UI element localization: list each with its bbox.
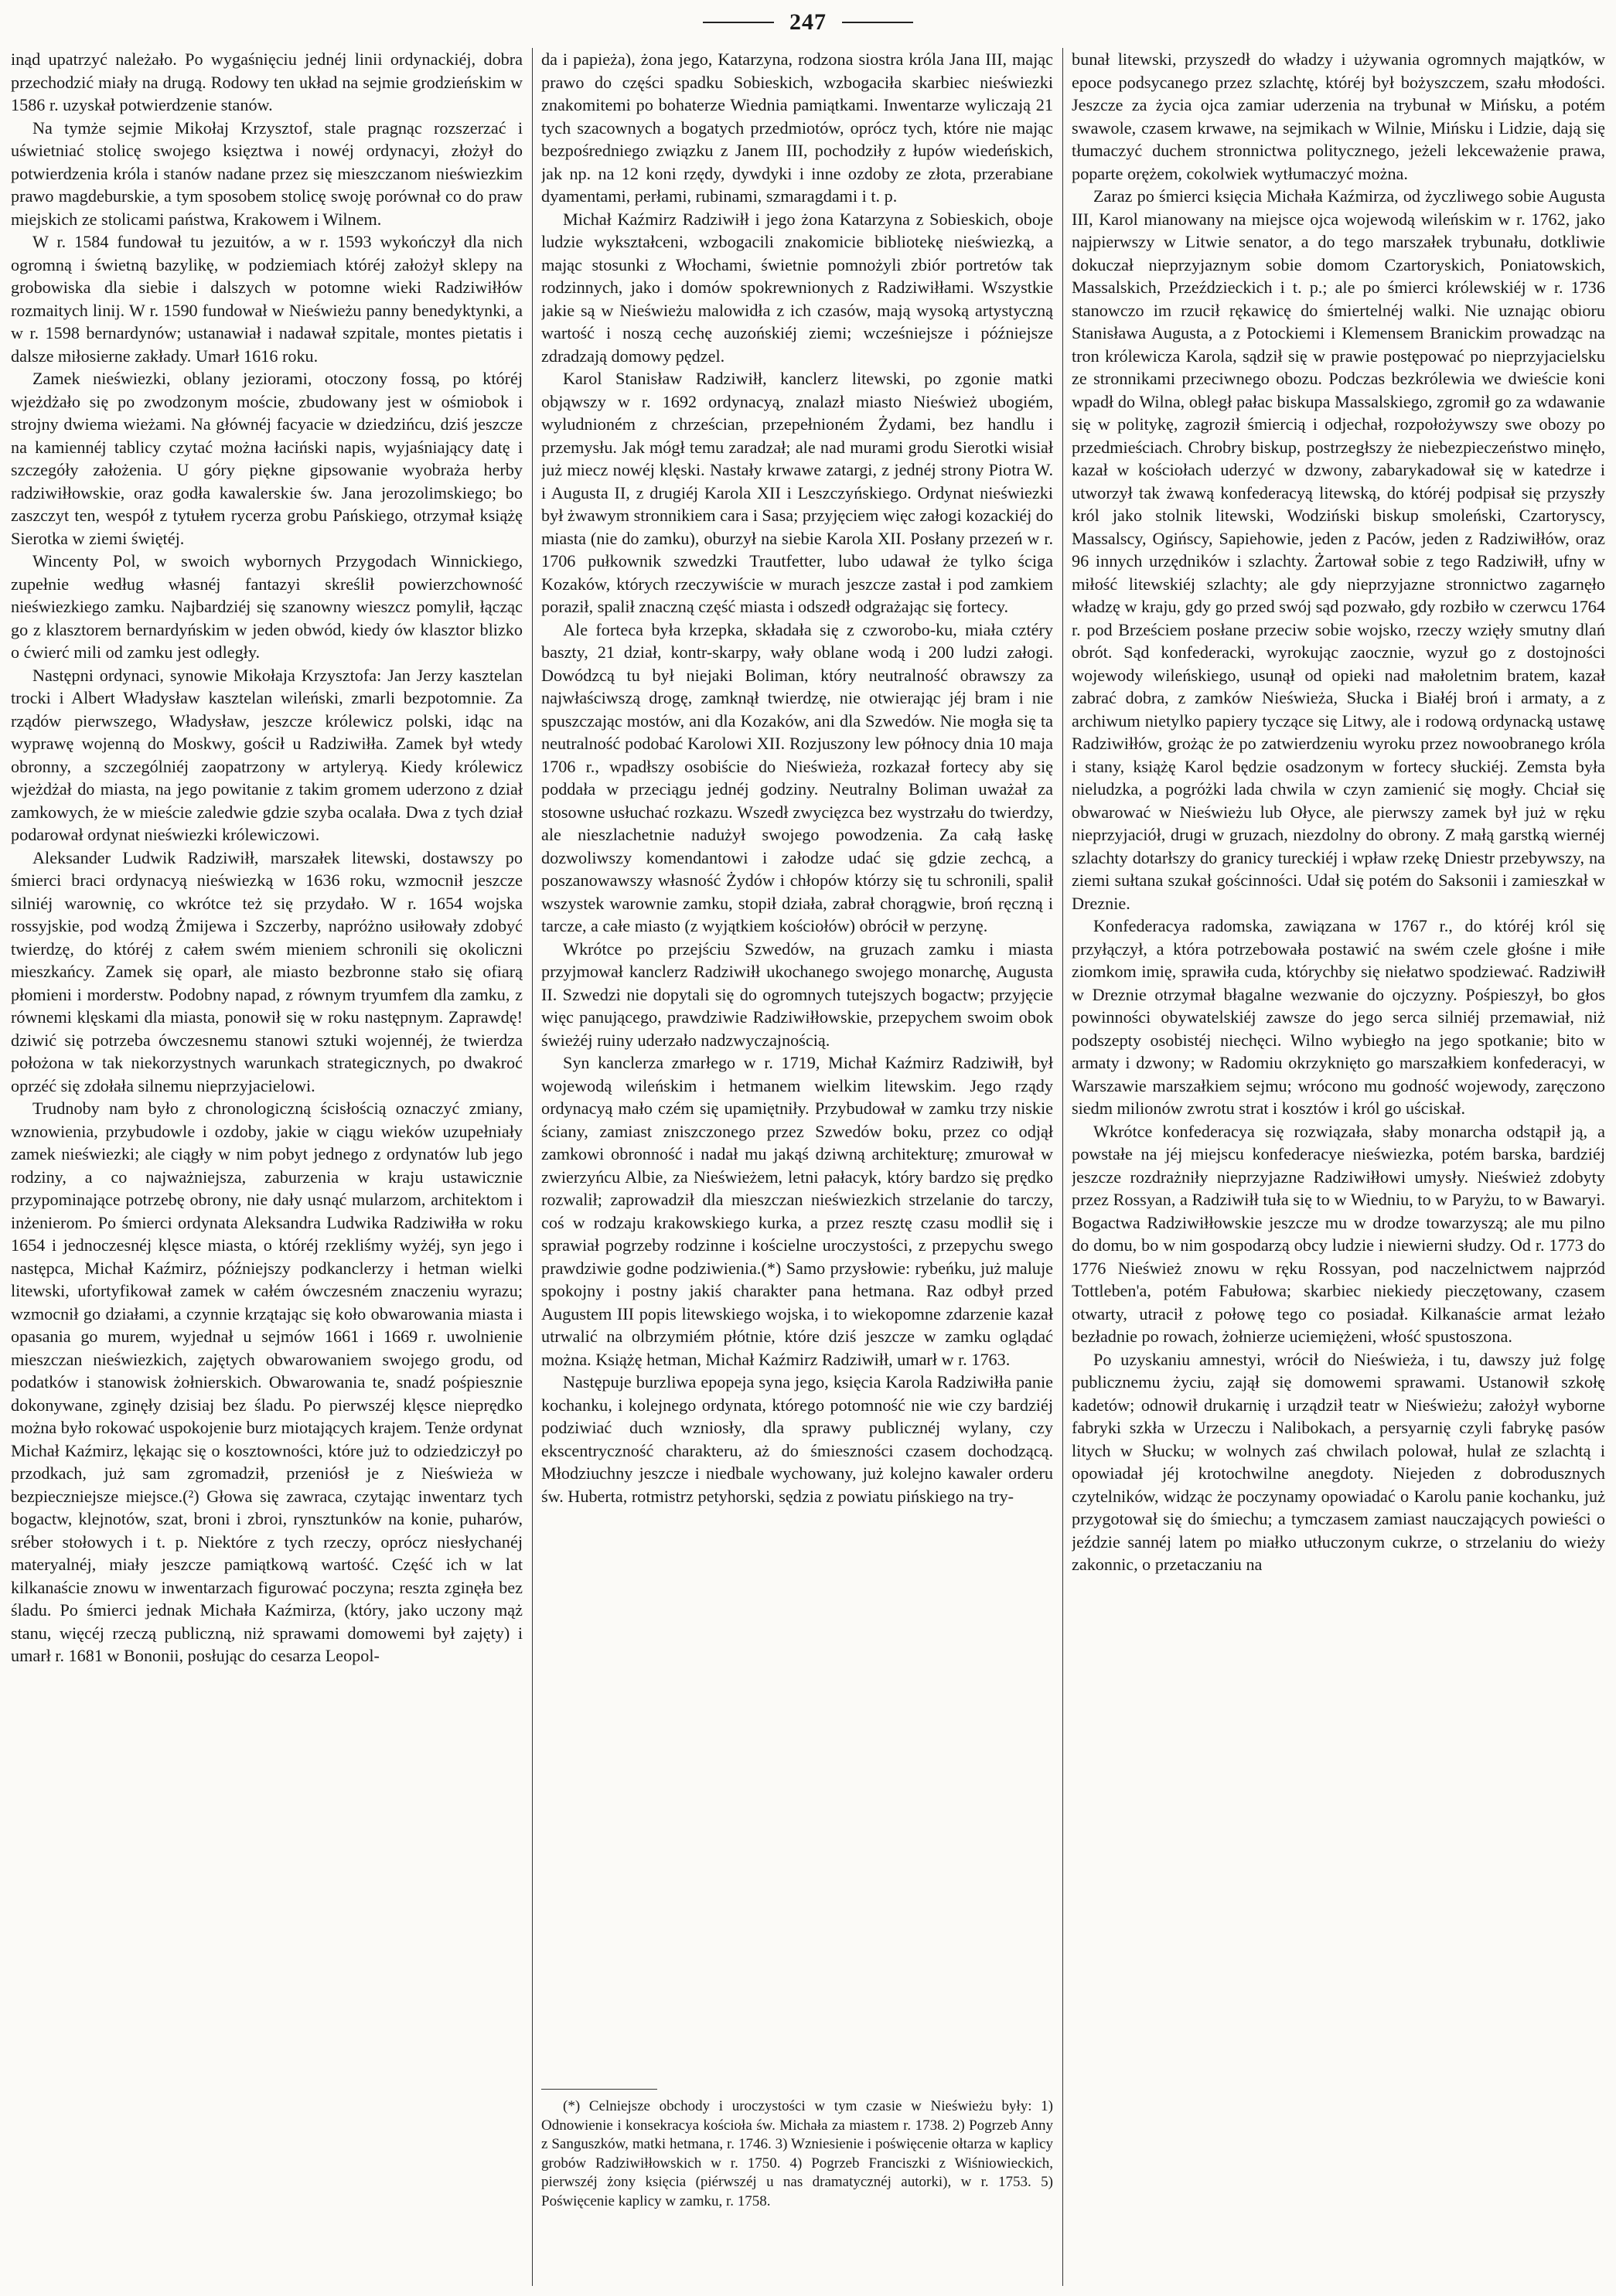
paragraph: Wincenty Pol, w swoich wybornych Przygodach Winnickiego, zupełnie według własnéj fantazyi skreślił powierzchowność nieświezkiego zamku. Najbardziéj się szanowny wieszcz pomylił, łącząc go z klasztorem bernardyńskim w jeden obwód, kiedy ów klasztor blizko o ćwierć mili od zamku jest odległy. bbox=[11, 551, 523, 662]
column-divider-1 bbox=[532, 48, 533, 2286]
page-number: 247 bbox=[789, 9, 827, 35]
paragraph: Na tymże sejmie Mikołaj Krzysztof, stale pragnąc rozszerzać i uświetniać stolicę swojego księztwa i nowéj ordynacyi, złożył do potwierdzenia króla i stanów nadane przez się mieszczanom nieświezkim prawo magdeburskie, a tym sposobem stolicę swoję porównał co do praw miejskich ze stolicami państwa, Krakowem i Wilnem. bbox=[11, 118, 523, 229]
paragraph: Wkrótce konfederacya się rozwiązała, słaby monarcha odstąpił ją, a powstałe na jéj miejscu konfederacye nieświezka, potém barska, bardziéj jeszcze rozdrażniły nieprzyjazne Radziwiłłowi umysły. Nieśwież zdobyty przez Rossyan, a Radziwiłł tuła się to w Wiedniu, to w Paryżu, to w Bawaryi. Bogactwa Radziwiłłowskie jeszcze mu w drodze towarzyszą; ale mu pilno do domu, bo w nim gospodarzą obcy ludzie i niewierni słudzy. Od r. 1773 do 1776 Nieśwież znowu w ręku Rossyan, pod naczelnictwem najprzód Tottleben'a, potém Fabułowa; skarbiec niekiedy pieczętowany, czasem otwarty, utracił z połowę tego co posiadał. Kilkanaście armat leżało bezładnie po rowach, żołnierze uciemiężeni, włość spustoszona. bbox=[1072, 1121, 1605, 1346]
footnote-rule bbox=[541, 2089, 657, 2090]
text-column-2 bbox=[541, 48, 1053, 2288]
paragraph: Następuje burzliwa epopeja syna jego, księcia Karola Radziwiłła panie kochanku, i kolejnego ordynata, którego potomność nie wie czy bardziéj podziwiać duch wzniosły, dla sprawy publicznéj wylany, czy ekscentryczność charakteru, aż do śmieszności czasem dochodzącą. Młodziuchny jeszcze i niedbale wychowany, już kolejno kawaler orderu św. Huberta, rotmistrz petyhorski, sędzia z powiatu pińskiego na try- bbox=[541, 1372, 1053, 1506]
paragraph: W r. 1584 fundował tu jezuitów, a w r. 1593 wykończył dla nich ogromną i świetną bazylikę, w podziemiach któréj założył sklepy na grobowiska dla siebie i dalszych w potomne wieki Radziwiłłów rozmaitych linij. W r. 1590 fundował w Nieświeżu panny benedyktynki, a w r. 1598 bernardynów; ustanawiał i nadawał szpitale, montes pietatis i dalsze miłosierne zakłady. Umarł 1616 roku. bbox=[11, 232, 523, 366]
footnotes bbox=[541, 2089, 1053, 2212]
paragraph: Konfederacya radomska, zawiązana w 1767 r., do któréj król się przyłączył, a która potrzebowała postawić na swém czele głośne i miłe ziomkom imię, sprawiła cuda, którychby się niełatwo spodziewać. Radziwiłł w Dreznie otrzymał błagalne wezwanie do ojczyzny. Pośpieszył, bo głos powinności obywatelskiéj zawsze do jego serca silniéj przemawiał, niż podszepty osobistéj niechęci. Wilno wybiegło na jego spotkanie; bito w armaty i dzwony; w Radomiu okrzyknięto go marszałkiem konfederacyi, w Warszawie marszałkiem sejmu; wrócono mu godność wojewody, zaręczono siedm milionów zwrotu strat i kosztów i król go uściskał. bbox=[1072, 916, 1605, 1118]
header-rule-right bbox=[842, 22, 913, 23]
paragraph: bunał litewski, przyszedł do władzy i używania ogromnych majątków, w epoce podsycanego przez szlachtę, któréj był bożyszczem, szału młodości. Jeszcze za życia ojca zamiar uderzenia na trybunał w Mińsku, a potém swawole, czasem krwawe, na sejmikach w Wilnie, Mińsku i Lidzie, dają się tłumaczyć duchem stronnictwa politycznego, jeżeli lekceważenie prawa, poparte orężem, cokolwiek wytłumaczyć można. bbox=[1072, 49, 1605, 183]
paragraph: Aleksander Ludwik Radziwiłł, marszałek litewski, dostawszy po śmierci braci ordynacyą nieświezką w 1636 roku, wzmocnił jeszcze silniéj warownię, co wkrótce też się przydało. W r. 1654 wojska rossyjskie, pod wodzą Żmijewa i Szczerby, napróżno usiłowały zdobyć twierdzę, do któréj z całem swém mieniem schronili się okoliczni mieszkańcy. Zamek się oparł, ale miasto bezbronne stało się ofiarą płomieni i morderstw. Podobny napad, z równym tryumfem dla zamku, z równemi klęskami dla miasta, ponowił się w roku następnym. Zaprawdę! dziwić się potrzeba ówczesnemu stanowi sztuki wojennéj, że twierdza położona w tak niekorzystnych warunkach strategicznych, po dwakroć oprzéć się zdołała silnemu nieprzyjacielowi. bbox=[11, 847, 523, 1095]
column-divider-2 bbox=[1062, 48, 1063, 2286]
paragraph: Michał Kaźmirz Radziwiłł i jego żona Katarzyna z Sobieskich, oboje ludzie wykształceni, wzbogacili znakomicie bibliotekę nieświezką, a mając stosunki z Włochami, świetnie pomnożyli zbiór portretów tak rodzinnych, jako i domów spokrewnionych z Radziwiłłami. Wszystkie jakie są w Nieświeżu malowidła z ich czasów, mają wysoką artystyczną wartość i noszą cechę auzońskiéj ziemi; wcześniejsze i późniejsze zdradzają domowy pędzel. bbox=[541, 209, 1053, 366]
paragraph: da i papieża), żona jego, Katarzyna, rodzona siostra króla Jana III, mając prawo do części spadku Sobieskich, wzbogaciła skarbiec nieświezki znakomitemi po bohaterze Wiednia pamiątkami. Inwentarze wyliczają 21 tych szacownych a bogatych przedmiotów, oprócz tych, które nie mając bezpośredniego związku z Janem III, pochodziły z łupów wiedeńskich, jak np. na 12 koni rzędy, dywdyki i inne ozdoby ze złota, przerabiane dyamentami, perłami, rubinami, szmaragdami i t. p. bbox=[541, 49, 1053, 206]
paragraph: Następni ordynaci, synowie Mikołaja Krzysztofa: Jan Jerzy kasztelan trocki i Albert Władysław kasztelan wileński, zmarli bezpotomnie. Za rządów pierwszego, Władysław, jeszcze królewicz polski, idąc na wyprawę wojenną do Moskwy, gościł u Radziwiłła. Zamek był wtedy obronny, a szczególniéj zaopatrzony w artyleryą. Kiedy królewicz wjeżdżał do miasta, na jego powitanie z takim gromem uderzono z dział zamkowych, że w mieście zaledwie gdzie szyba ocalała. Dwa z tych dział podarował ordynat nieświezki królewiczowi. bbox=[11, 665, 523, 844]
header-rule-left bbox=[703, 22, 774, 23]
paragraph: Karol Stanisław Radziwiłł, kanclerz litewski, po zgonie matki objąwszy w r. 1692 ordynacyą, znalazł miasto Nieśwież ubogiém, wyludnioném z chrześcian, przepełnioném Żydami, bez handlu i przemysłu. Jak mógł temu zaradzał; ale nad murami grodu Sierotki wisiał już miecz nowéj klęski. Nastały krwawe zatargi, z jednéj strony Piotra W. i Augusta II, z drugiéj Karola XII i Leszczyńskiego. Ordynat nieświezki był żwawym stronnikiem cara i Sasa; przyjęciem więc załogi kozackiéj do miasta (nie do zamku), oburzył na siebie Karola XII. Posłany przezeń w r. 1706 pułkownik szwedzki Trautfetter, lubo udawał że tylko ściga Kozaków, których rzeczywiście w murach jeszcze zastał i pod zamkiem poraził, spalił znaczną część miasta i odszedł odgrażając się fortecy. bbox=[541, 369, 1053, 616]
text-column-1 bbox=[11, 48, 523, 2288]
paragraph: Po uzyskaniu amnestyi, wrócił do Nieświeża, i tu, dawszy już folgę publicznemu życiu, zajął się domowemi sprawami. Ustanowił szkołę kadetów; odnowił drukarnię i urządził teatr w Nieświeżu; założył wyborne fabryki szkła w Urzeczu i Nalibokach, a persyarnię czyli fabrykę pasów litych w Słucku; w wolnych zaś chwilach polował, hulał ze szlachtą i opowiadał jéj krotochwilne anegdoty. Niejeden z dobrodusznych czytelników, widząc że poczynamy opowiadać o Karolu panie kochanku, już przygotował się do śmiechu; a tymczasem zamiast nauczających powieści o jeździe sannéj latem po miałko utłuczonym cukrze, o strzelaniu do wieży zakonnic, o przetaczaniu na bbox=[1072, 1349, 1605, 1574]
paragraph: Wkrótce po przejściu Szwedów, na gruzach zamku i miasta przyjmował kanclerz Radziwiłł ukochanego swojego monarchę, Augusta II. Szwedzi nie dopytali się do ogromnych tutejszych bogactw; przyjęcie więc panującego, prawdziwie Radziwiłłowskie, przepychem swoim obok świeżéj ruiny uderzało nadzwyczajnością. bbox=[541, 938, 1053, 1050]
paragraph: Trudnoby nam było z chronologiczną ścisłością oznaczyć zmiany, wznowienia, przybudowle i ozdoby, jakie w ciągu wieków uzupełniały zamek nieświezki; ale ciągły w nim pobyt jednego z ordynatów lub jego rodziny, a co najważniejsza, zaburzenia w kraju ustawicznie przypominające potrzebę obrony, nie dały usnąć mularzom, architektom i inżenierom. Po śmierci ordynata Aleksandra Ludwika Radziwiłła w roku 1654 i jednoczesnéj klęsce miasta, o któréj rzekliśmy wyżéj, syn jego i następca, Michał Kaźmirz, późniejszy podkanclerzy i hetman wielki litewski, ufortyfikował zamek w całém ówczesném znaczeniu wyrazu; wzmocnił go działami, a czynnie krzątając się koło obwarowania miasta i opasania go murem, wyjednał u sejmów 1661 i 1669 r. uwolnienie mieszczan nieświezkich, zajętych obwarowaniem swojego grodu, od podatków i stanowisk żołnierskich. Obwarowania te, snadź pośpiesznie dokonywane, zginęły dzisiaj bez śladu. Po pierwszéj klęsce nieprędko można było rokować uspokojenie burz miotających krajem. Tenże ordynat Michał Kaźmirz, lękając się o kosztowności, które już to odziedziczył po przodkach, już sam zgromadził, przeniósł je z Nieświeża w bezpieczniejsze miejsce.(²) Głowa się zawraca, czytając inwentarz tych bogactw, klejnotów, szat, broni i zbroi, rynsztunków na konie, puharów, sréber stołowych i t. p. Niektóre z tych rzeczy, oprócz niesłychanéj materyalnéj, miały jeszcze pamiątkową wartość. Część ich w lat kilkanaście znowu w inwentarzach figurować poczyna; reszta zginęła bez śladu. Po śmierci jednak Michała Kaźmirza, (który, jako uczony mąż stanu, więcéj rzeczą publiczną, niż sprawami domowemi był zajęty) i umarł r. 1681 w Bononii, posłując do cesarza Leopol- bbox=[11, 1099, 523, 1665]
footnote: (*) Celniejsze obchody i uroczystości w tym czasie w Nieświeżu były: 1) Odnowienie i konsekracya kościoła św. Michała za miastem r. 1738. 2) Pogrzeb Anny z Sanguszków, matki hetmana, r. 1746. 3) Wzniesienie i poświęcenie ołtarza w kaplicy grobów Radziwiłłowskich w r. 1750. 4) Pogrzeb Franciszki z Wiśniowieckich, pierwszéj żony księcia (piérwszéj u nas dramatycznéj autorki), w r. 1753. 5) Poświęcenie kaplicy w zamku, r. 1758. bbox=[541, 2098, 1053, 2209]
paragraph: Zamek nieświezki, oblany jeziorami, otoczony fossą, po któréj wjeżdżało się po zwodzonym moście, zbudowany jest w ośmiobok i strojny dwiema wieżami. Na głównéj facyacie w dziedzińcu, dziś jeszcze na kamiennéj tablicy czytać można łaciński napis, wyjaśniający datę i szczegóły założenia. U góry piękne gipsowanie wyobraża herby radziwiłłowskie, oraz godła kawalerskie św. Jana jerozolimskiego; bo zaszczyt ten, wespół z tytułem rycerza grobu Pańskiego, otrzymał książę Sierotka w ziemi świętéj. bbox=[11, 369, 523, 548]
paragraph: Syn kanclerza zmarłego w r. 1719, Michał Kaźmirz Radziwiłł, był wojewodą wileńskim i hetmanem wielkim litewskim. Jego rządy ordynacyą mało czém się upamiętniły. Przybudował w zamku trzy niskie ściany, zamiast zniszczonego przez Szwedów boku, przez co odjął zamkowi obronność i nadał mu jakąś dziwną architekturę; zmurował w zwierzyńcu Albie, za Nieświeżem, letni pałacyk, który bardzo się prędko rozwalił; zaprowadził dla mieszczan nieświezkich strzelanie do tarczy, coś w rodzaju krakowskiego kurka, a przez resztę czasu modlił się i sprawiał pogrzeby rodzinne i kościelne uroczystości, z przepychu swego prawdziwie godne podziwienia.(*) Samo przysłowie: rybeńku, już maluje spokojny i postny jakiś charakter pana hetmana. Raz odbył przed Augustem III popis litewskiego wojska, i to wiekopomne zdarzenie kazał utrwalić na olbrzymiém płótnie, które dziś jeszcze w zamku oglądać można. Książę hetman, Michał Kaźmirz Radziwiłł, umarł w r. 1763. bbox=[541, 1053, 1053, 1369]
page-header bbox=[0, 6, 1616, 39]
text-column-3 bbox=[1072, 48, 1605, 2288]
paragraph: Ale forteca była krzepka, składała się z czworobo-ku, miała cztéry baszty, 21 dział, kontr-skarpy, wały oblane wodą i 200 ludzi załogi. Dowódzcą tu był niejaki Boliman, który neutralność obrawszy za najwłaściwszą drogę, zamknął twierdzę, nie otwierając jéj bram i nie spuszczając mostów, ani dla Kozaków, ani dla Szwedów. Nie mogła się ta neutralność podobać Karolowi XII. Rozjuszony lew północy dnia 10 maja 1706 r., wpadłszy osobiście do Nieświeża, rozkazał fortecy aby się poddała w przeciągu jednéj godziny. Neutralny Boliman uważał za stosowne usłuchać rozkazu. Wszedł zwycięzca bez wystrzału do twierdzy, ale nieszlachetnie nadużył swojego powodzenia. Za całą łaskę dozwoliwszy komendantowi i załodze udać się gdzie zechcą, a poszanowawszy własność Żydów i chłopów którzy się tu schronili, spalił wszystek warownie zamku, stopił działa, zabrał chorągwie, broń ręczną i tarcze, a całe miasto (z wyjątkiem kościołów) obrócił w perzynę. bbox=[541, 619, 1053, 935]
paragraph: Zaraz po śmierci księcia Michała Kaźmirza, od życzliwego sobie Augusta III, Karol mianowany na miejsce ojca wojewodą wileńskim w r. 1762, jako najpierwszy w Litwie senator, a do tego marszałek trybunału, dotkliwie dokuczał nieprzyjaznym sobie domom Czartoryskich, Poniatowskich, Massalskich, Przeździeckich i t. p.; ale po śmierci królewskiéj w r. 1736 stanowczo im rzucił rękawicę do śmiertelnéj walki. Nie uznając obioru Stanisława Augusta, a z Potockiemi i Klemensem Branickim prowadząc na tron królewicza Karola, sądził się w prawie postępować po nieprzyjacielsku ze stronnikami przeciwnego obozu. Podczas bezkrólewia we dwieście koni wpadł do Wilna, obległ pałac biskupa Massalskiego, zgromił go za wdawanie się w politykę, zagroził śmiercią i odjechał, rozpołożywszy swe obozy po przedmieściach. Chrobry biskup, postrzegłszy że niebezpieczeństwo minęło, kazał w kościołach uderzyć w dzwony, zabarykadował się w katedrze i utworzył tak żwawą konfederacyą litewską, do któréj podpisał się przyszły król jako stolnik litewski, Wodziński biskup smoleński, Czartoryscy, Massalscy, Ogińscy, Sapiehowie, jeden z Paców, jeden z Radziwiłłów, oraz 96 innych urzędników i szlachty. Żartował sobie z tego Radziwiłł, ufny w miłość litewskiéj szlachty; ale gdy nieprzyjazne stronnictwo zagarnęło władzę w kraju, gdy go przed swój sąd pozwało, gdy rozbiło w czerwcu 1764 r. pod Brześciem posłane przeciw sobie wojsko, rzeczy wzięły smutny dlań obrót. Sąd konfederacki, wyrokując zaocznie, wyzuł go z dostojności wojewody wileńskiego, usunął od opieki nad małoletnim bratem, kazał zabrać dobra, z zamków Nieświeża, Słucka i Białéj broń i armaty, a z archiwum nietylko papiery tyczące się Litwy, ale i rodową ordynacką ustawę Radziwiłłów, grożąc że po zatwierdzeniu wyroku przez nowoobranego króla i stany, książę Karol będzie osadzonym w fortecy słuckiéj. Zemsta była nieludzka, a pogróżki lada chwila w czyn zamienić się mogły. Chciał się obwarować w Nieświeżu lub Ołyce, ale pierwszy zamek był już w ręku nieprzyjaciół, drugi w gruzach, niezdolny do obrony. Z małą garstką wiernéj szlachty dotarłszy do granicy tureckiéj i wpław rzekę Dniestr przebywszy, na ziemi sułtana szukał gościnności. Udał się potém do Saksonii i zamieszkał w Dreznie. bbox=[1072, 186, 1605, 913]
paragraph: inąd upatrzyć należało. Po wygaśnięciu jednéj linii ordynackiéj, dobra przechodzić miały na drugą. Rodowy ten układ na sejmie grodzieńskim w 1586 r. uzyskał potwierdzenie stanów. bbox=[11, 49, 523, 114]
